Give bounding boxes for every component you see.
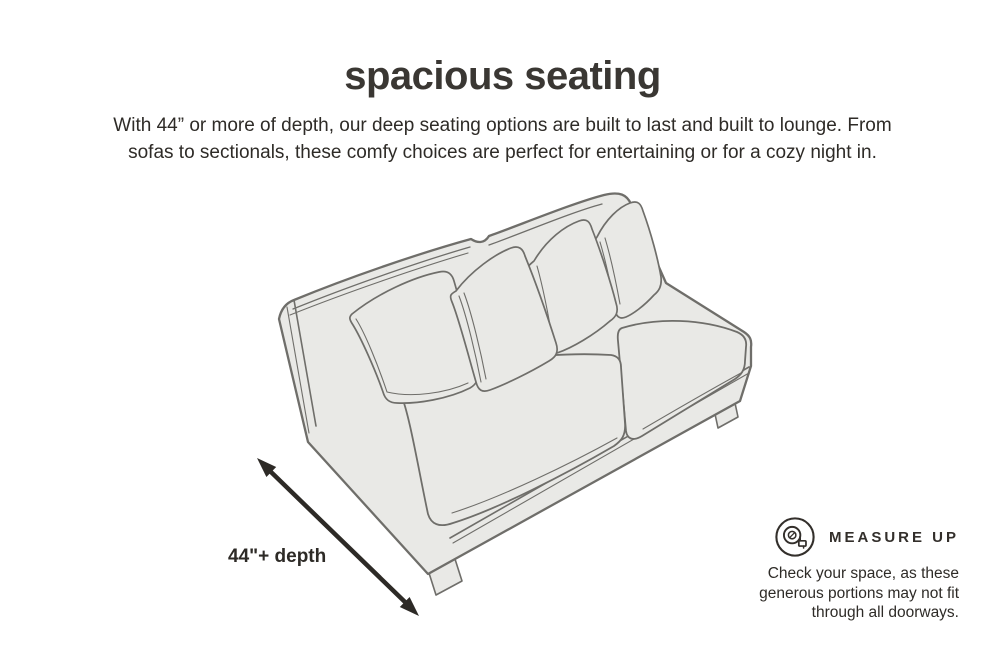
measure-up-note: [747, 564, 959, 623]
page-title: spacious seating: [344, 54, 661, 98]
measure-up-note-line-2: generous portions may not fit: [759, 584, 959, 602]
description-line-1: With 44” or more of depth, our deep seating options are built to last and built to lounge. From: [113, 115, 892, 136]
measure-up-header: [747, 516, 959, 558]
measure-up-label: MEASURE UP: [828, 528, 959, 546]
tape-measure-icon: [774, 516, 816, 558]
description-line-2: sofas to sectionals, these comfy choices are perfect for entertaining or for a cozy night in.: [128, 142, 877, 163]
measure-up-note-line-1: Check your space, as these: [767, 565, 959, 582]
measure-up-note-line-3: through all doorways.: [811, 604, 959, 621]
measure-up-section: [747, 516, 959, 623]
depth-dimension-label: 44"+ depth: [228, 546, 327, 567]
